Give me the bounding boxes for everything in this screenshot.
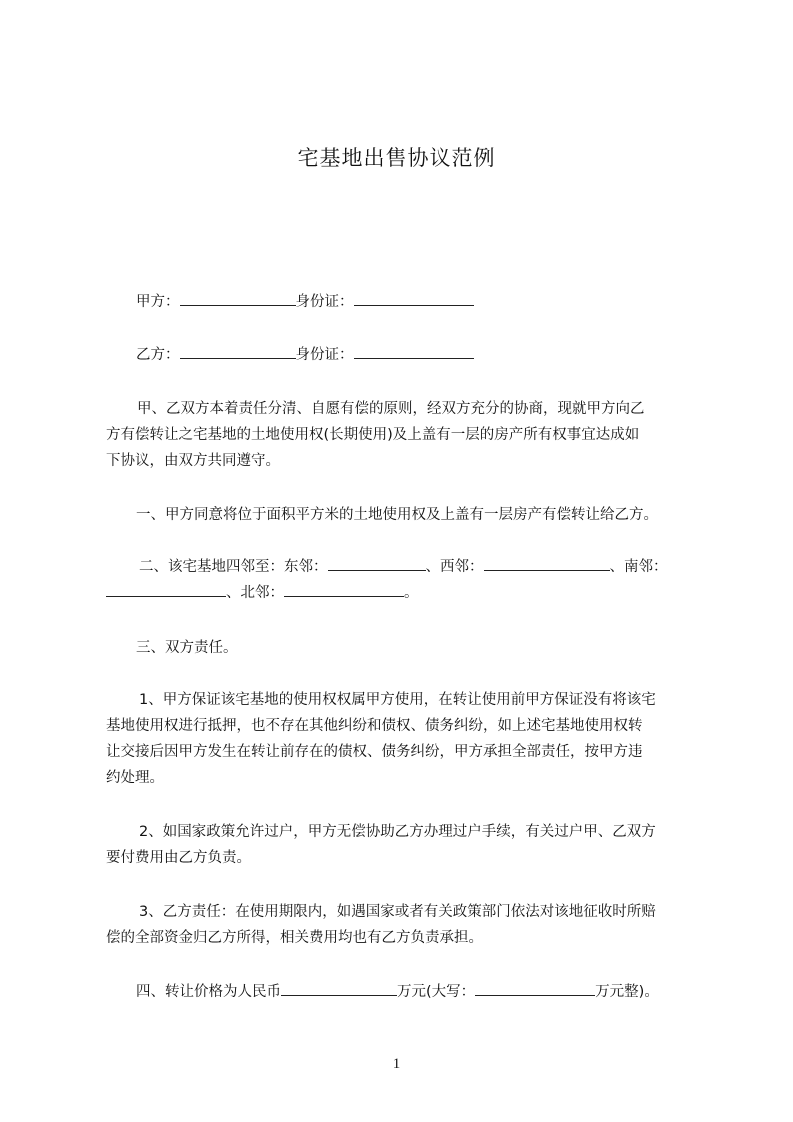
party-b-id-blank[interactable] — [354, 344, 474, 359]
party-a-id-blank[interactable] — [354, 291, 474, 306]
item-1-line-4: 约处理。 — [106, 770, 164, 786]
north-neighbor-blank[interactable] — [284, 582, 404, 597]
item-3-line-2: 偿的全部资金归乙方所得，相关费用均也有乙方负责承担。 — [106, 930, 483, 946]
party-b-name-blank[interactable] — [180, 344, 296, 359]
clause-4-middle: 万元(大写： — [397, 984, 476, 1000]
price-number-blank[interactable] — [281, 981, 397, 996]
east-neighbor-blank[interactable] — [328, 556, 426, 571]
item-2-line-2: 要付费用由乙方负责。 — [106, 850, 251, 866]
item-1-line-2: 基地使用权进行抵押，也不存在其他纠纷和债权、债务纠纷，如上述宅基地使用权转 — [106, 718, 643, 734]
party-a-name-blank[interactable] — [180, 291, 296, 306]
clause-3-heading: 三、双方责任。 — [136, 640, 238, 656]
party-b-line — [136, 344, 474, 366]
price-words-blank[interactable] — [475, 981, 595, 996]
intro-line-3: 下协议，由双方共同遵守。 — [106, 453, 280, 469]
west-neighbor-blank[interactable] — [484, 556, 610, 571]
page-number: 1 — [392, 1056, 401, 1072]
party-a-label: 甲方： — [136, 294, 180, 310]
page-title: 宅基地出售协议范例 — [297, 146, 496, 170]
item-1-line-1: 1、甲方保证该宅基地的使用权权属甲方使用，在转让使用前甲方保证没有将该宅 — [139, 692, 656, 708]
clause-4-prefix: 四、转让价格为人民币 — [136, 984, 281, 1000]
item-1-line-3: 让交接后因甲方发生在转让前存在的债权、债务纠纷，甲方承担全部责任，按甲方违 — [106, 744, 643, 760]
party-b-label: 乙方： — [136, 347, 180, 363]
party-a-id-label: 身份证： — [295, 294, 354, 310]
intro-line-1: 甲、乙双方本着责任分清、自愿有偿的原则，经双方充分的协商，现就甲方向乙 — [137, 401, 645, 417]
item-3-line-1: 3、乙方责任：在使用期限内，如遇国家或者有关政策部门依法对该地征收时所赔 — [139, 904, 656, 920]
clause-4-suffix: 万元整)。 — [595, 984, 659, 1000]
intro-line-2: 方有偿转让之宅基地的土地使用权(长期使用)及上盖有一层的房产所有权事宜达成如 — [106, 427, 640, 443]
clause-2-line-1 — [139, 556, 668, 578]
clause-4 — [136, 981, 659, 1003]
clause-2-prefix: 二、该宅基地四邻至：东邻： — [139, 559, 328, 575]
party-b-id-label: 身份证： — [295, 347, 354, 363]
clause-2-end: 。 — [404, 585, 419, 601]
clause-2-north-label: 、北邻： — [226, 585, 284, 601]
south-neighbor-blank[interactable] — [106, 582, 226, 597]
clause-2-west-label: 、西邻： — [425, 559, 484, 575]
party-a-line — [136, 291, 474, 313]
item-2-line-1: 2、如国家政策允许过户，甲方无偿协助乙方办理过户手续，有关过户甲、乙双方 — [139, 824, 656, 840]
clause-2-line-2 — [106, 582, 419, 604]
clause-2-south-label: 、南邻： — [609, 559, 668, 575]
clause-1: 一、甲方同意将位于面积平方米的土地使用权及上盖有一层房产有偿转让给乙方。 — [136, 507, 658, 523]
